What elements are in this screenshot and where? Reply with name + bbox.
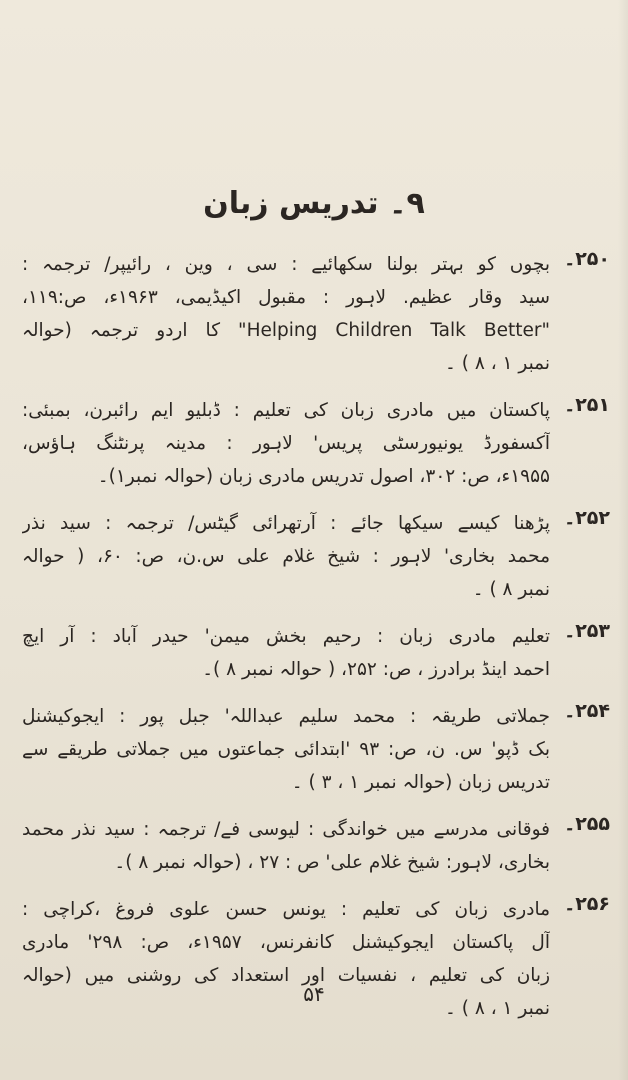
entry-line: ۱۹۵۵ء، ص: ۳۰۲، اصول تدریس مادری زبان (حوالہ نمبر۱)۔: [97, 466, 550, 487]
bibliography-entry: [22, 394, 610, 493]
entry-line: بچوں کو بہتر بولنا سکھائیے : سی ، وین ، رائیپر/ ترجمہ :: [22, 254, 550, 275]
entry-text: [22, 248, 550, 380]
entry-line: آل پاکستان ایجوکیشنل کانفرنس، ۱۹۵۷ء، ص: ۲۹۸' مادری: [22, 932, 550, 953]
bibliography-list: [22, 248, 610, 1039]
bibliography-entry: [22, 620, 610, 686]
entry-number: ۲۵۶۔: [564, 893, 610, 915]
entry-line: مادری زبان کی تعلیم : یونس حسن علوی فروغ ،کراچی :: [22, 899, 550, 920]
entry-line: تدریس زبان (حوالہ نمبر ۱ ، ۳ ) ۔: [291, 772, 550, 793]
chapter-title: ۹۔ تدریس زبان: [203, 186, 425, 221]
entry-line: احمد اینڈ برادرز ، ص: ۲۵۲، ( حوالہ نمبر ۸ )۔: [202, 659, 550, 680]
entry-number: ۲۵۱۔: [564, 394, 610, 416]
entry-line: زبان کی تعلیم ، نفسیات اور استعداد کی روشنی میں (حوالہ: [22, 965, 550, 986]
bibliography-entry: [22, 700, 610, 799]
entry-line: محمد بخاری' لاہور : شیخ غلام علی س.ن، ص: ۶۰، ( حوالہ: [22, 546, 550, 567]
entry-line: نمبر ۱ ، ۸ ) ۔: [445, 998, 550, 1019]
entry-line: سید وقار عظیم. لاہور : مقبول اکیڈیمی، ۱۹۶۳ء، ص:۱۱۹،: [22, 287, 550, 308]
entry-number: ۲۵۲۔: [564, 507, 610, 529]
bibliography-entry: [22, 813, 610, 879]
entry-line: آکسفورڈ یونیورسٹی پریس' لاہور : مدینہ پرنٹنگ ہاؤس،: [22, 433, 550, 454]
entry-text: [22, 507, 550, 606]
entry-number: ۲۵۰۔: [564, 248, 610, 270]
entry-line: "Helping Children Talk Better" کا اردو ترجمہ (حوالہ: [22, 320, 550, 341]
entry-line: جملاتی طریقہ : محمد سلیم عبداللہ' جبل پور : ایجوکیشنل: [22, 706, 550, 727]
entry-line: پڑھنا کیسے سیکھا جائے : آرتھرائی گیٹس/ ترجمہ : سید نذر: [22, 513, 550, 534]
entry-line: بک ڈپو' س. ن، ص: ۹۳ 'ابتدائی جماعتوں میں جملاتی طریقے سے: [22, 739, 550, 760]
entry-text: [22, 620, 550, 686]
page-number: ۵۴: [303, 982, 325, 1006]
entry-number: ۲۵۴۔: [564, 700, 610, 722]
entry-line: تعلیم مادری زبان : رحیم بخش میمن' حیدر آباد : آر ایچ: [22, 626, 550, 647]
entry-line: پاکستان میں مادری زبان کی تعلیم : ڈبلیو ایم رائبرن، بمبئی:: [22, 400, 550, 421]
entry-text: [22, 700, 550, 799]
page-edge-shadow: [618, 0, 628, 1080]
entry-line: فوقانی مدرسے میں خواندگی : لیوسی فے/ ترجمہ : سید نذر محمد: [22, 819, 550, 840]
bibliography-entry: [22, 248, 610, 380]
entry-line: نمبر ۱ ، ۸ ) ۔: [445, 353, 550, 374]
entry-line: نمبر ۸ ) ۔: [472, 579, 550, 600]
entry-number: ۲۵۳۔: [564, 620, 610, 642]
entry-number: ۲۵۵۔: [564, 813, 610, 835]
bibliography-entry: [22, 507, 610, 606]
entry-text: [22, 394, 550, 493]
entry-line: بخاری، لاہور: شیخ غلام علی' ص : ۲۷ ، (حوالہ نمبر ۸ )۔: [114, 852, 550, 873]
entry-text: [22, 813, 550, 879]
